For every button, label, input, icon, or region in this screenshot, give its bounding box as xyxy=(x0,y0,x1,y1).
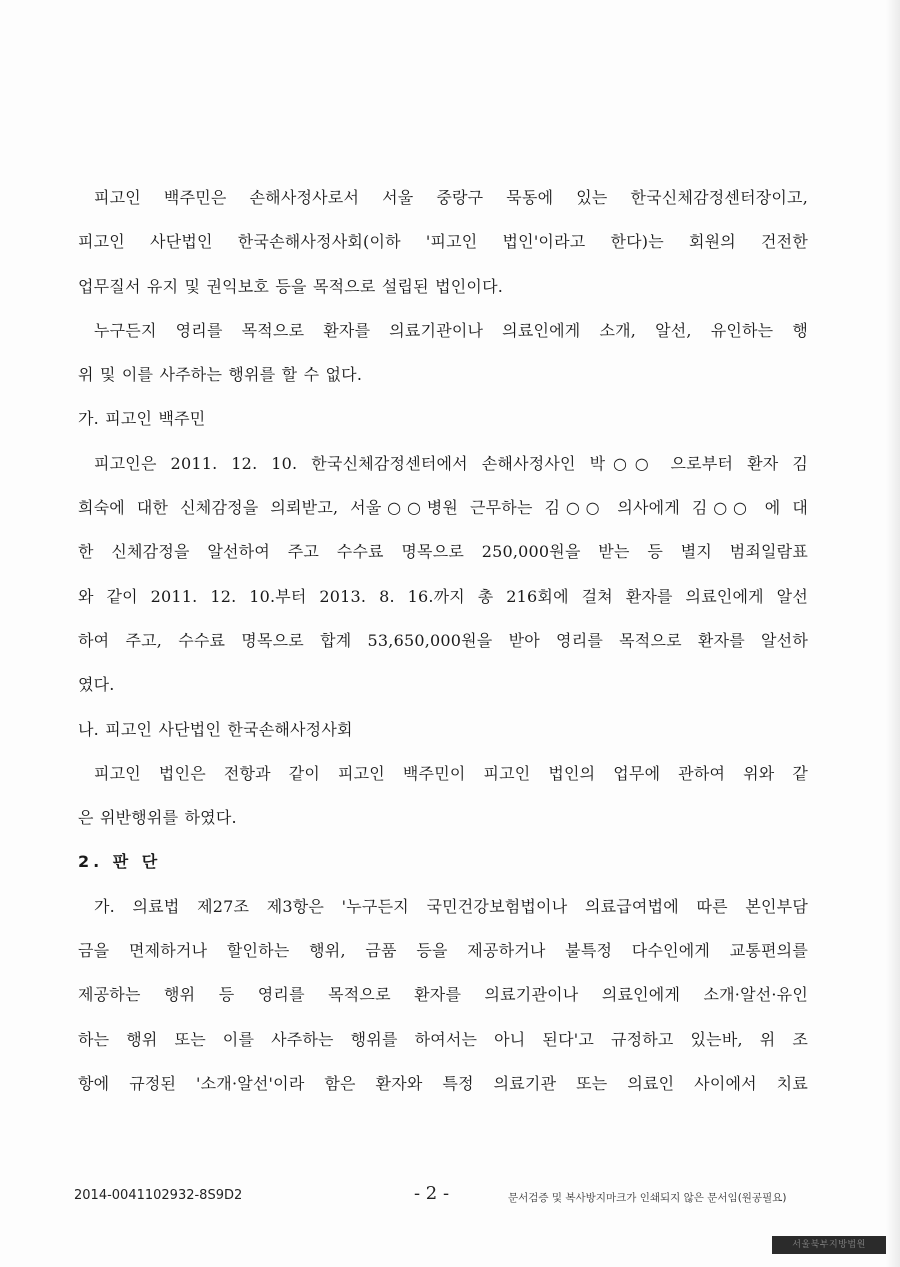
para3-line4: 와 같이 2011. 12. 10.부터 2013. 8. 16.까지 총 216회에 걸쳐 환자를 의료인에게 알선 xyxy=(78,586,808,606)
section2-title: 2. 판 단 xyxy=(78,852,162,872)
para3-line3: 한 신체감정을 알선하여 주고 수수료 명목으로 250,000원을 받는 등 별지 범죄일람표 xyxy=(78,542,808,562)
para5-line5: 항에 규정된 '소개·알선'이라 함은 환자와 특정 의료기관 또는 의료인 사이에서 치료 xyxy=(78,1073,808,1093)
verification-note: 문서검증 및 복사방지마크가 인쇄되지 않은 문서임(원공필요) xyxy=(508,1192,787,1204)
para3-line2: 희숙에 대한 신체감정을 의뢰받고, 서울○○병원 근무하는 김○○ 의사에게 김○○ 에 대 xyxy=(78,498,808,518)
page-number: - 2 - xyxy=(414,1183,450,1204)
para4-line1: 피고인 법인은 전항과 같이 피고인 백주민이 피고인 법인의 업무에 관하여 위와 같 xyxy=(94,763,808,783)
document-body xyxy=(78,176,808,1106)
para4-line2: 은 위반행위를 하였다. xyxy=(78,808,237,828)
para1-line3: 업무질서 유지 및 권익보호 등을 목적으로 설립된 법인이다. xyxy=(78,276,504,296)
para1-line1: 피고인 백주민은 손해사정사로서 서울 중랑구 묵동에 있는 한국신체감정센터장이고, xyxy=(94,188,808,207)
para3-line1: 피고인은 2011. 12. 10. 한국신체감정센터에서 손해사정사인 박○○ 으로부터 환자 김 xyxy=(94,453,808,473)
para5-line1: 가. 의료법 제27조 제3항은 '누구든지 국민건강보험법이나 의료급여법에 따른 본인부담 xyxy=(94,896,808,916)
para5-line3: 제공하는 행위 등 영리를 목적으로 환자를 의료기관이나 의료인에게 소개·알선·유인 xyxy=(78,985,808,1005)
para2-line2: 위 및 이를 사주하는 행위를 할 수 없다. xyxy=(78,365,363,385)
document-id: 2014-0041102932-8S9D2 xyxy=(74,1188,243,1203)
para2-line1: 누구든지 영리를 목적으로 환자를 의료기관이나 의료인에게 소개, 알선, 유인하는 행 xyxy=(94,320,808,340)
subheading-ga: 가. 피고인 백주민 xyxy=(78,409,206,429)
para1-line2: 피고인 사단법인 한국손해사정사회(이하 '피고인 법인'이라고 한다)는 회원의 건전한 xyxy=(78,232,808,252)
para3-line5: 하여 주고, 수수료 명목으로 합계 53,650,000원을 받아 영리를 목적으로 환자를 알선하 xyxy=(78,630,808,650)
court-stamp: 서울북부지방법원 xyxy=(772,1236,886,1254)
para5-line4: 하는 행위 또는 이를 사주하는 행위를 하여서는 아니 된다'고 규정하고 있는바, 위 조 xyxy=(78,1029,808,1049)
page-edge-shadow xyxy=(886,0,900,1267)
para5-line2: 금을 면제하거나 할인하는 행위, 금품 등을 제공하거나 불특정 다수인에게 교통편의를 xyxy=(78,941,808,961)
subheading-na: 나. 피고인 사단법인 한국손해사정사회 xyxy=(78,719,353,739)
para3-line6: 였다. xyxy=(78,675,115,695)
